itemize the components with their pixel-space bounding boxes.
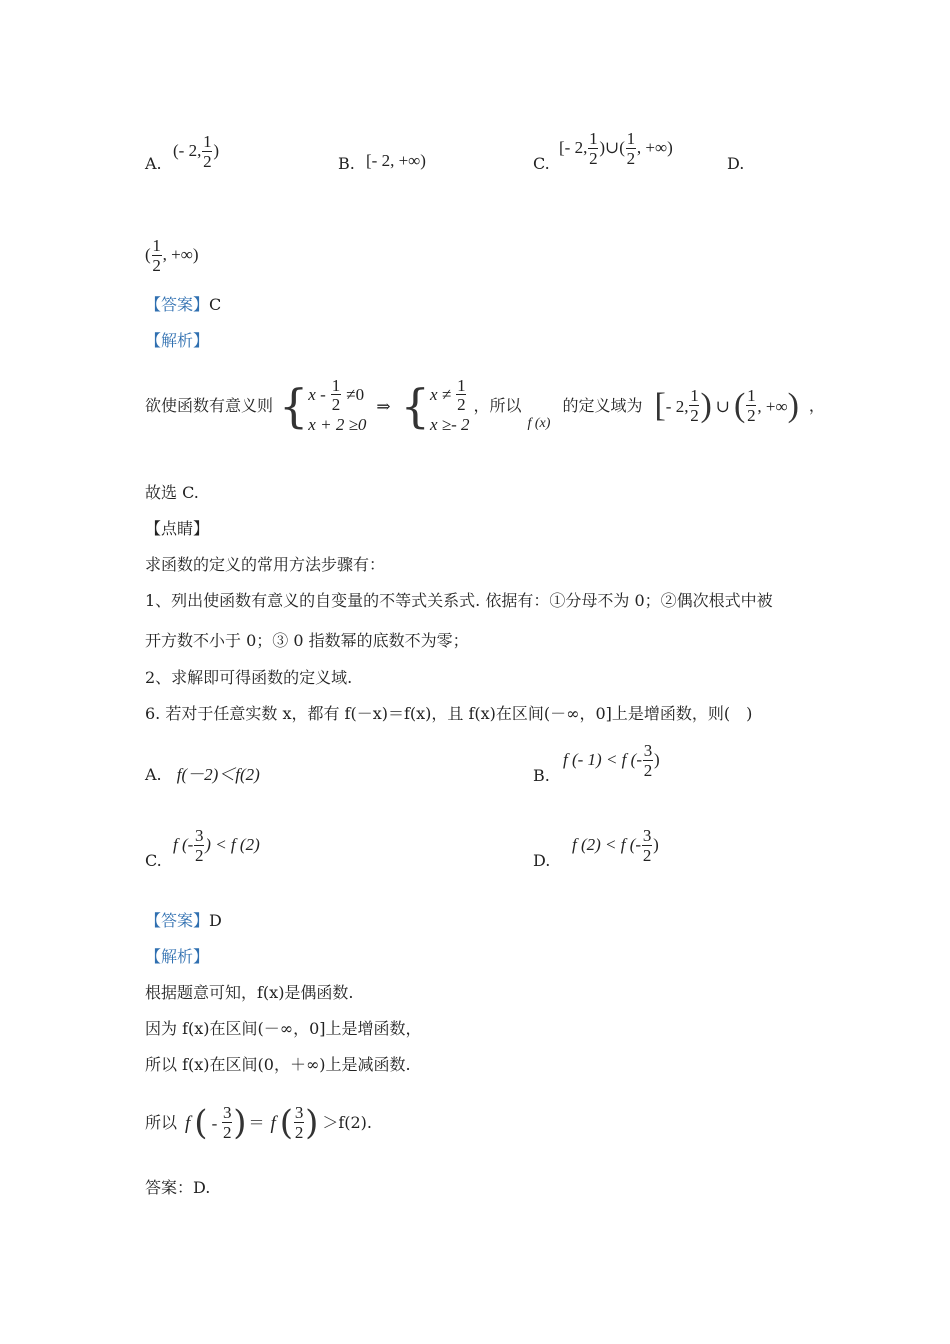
fx-label: f (x) — [527, 416, 551, 431]
q5-analysis-line: 欲使函数有意义则 { x - $\frac{1}{2}$ ≠0 x + 2 ≥0 ⇒ { x ≠ $\frac{1}{2}$ x ≥- 2 ，所以 f (x) 的定义域为 [ - 2, $\frac{1}{2}$ ) ∪ ( $\frac{1}{2}$ , +∞ ) ， — [145, 375, 825, 435]
q6-option-b: B. — [533, 766, 550, 785]
fraction: $\frac{1}{2}$ — [203, 132, 212, 171]
q6-answer — [145, 913, 222, 929]
q6-line4: 所以 f ( - $\frac{3}{2}$ ) ＝ f ( $\frac{3}{2}$ ) ＞f(2). — [145, 1103, 373, 1143]
option-label: D. — [727, 154, 745, 173]
q6-line3: 所以 f(x)在区间(0，＋∞)上是减函数. — [145, 1055, 411, 1074]
answer-tag: 【答案】 — [145, 911, 210, 930]
q6-option-d-math: f (2) < f (- $\frac{3}{2}$ ) — [572, 826, 659, 865]
q5-option-a-math: (- 2, $\frac{1}{2}$ ) — [173, 132, 219, 171]
q6-stem: 6. 若对于任意实数 x，都有 f(－x)＝f(x)，且 f(x)在区间(－∞，0]上是增函数，则( ) — [145, 704, 753, 723]
q6-final: 答案：D. — [145, 1178, 211, 1197]
q5-option-d-math: ( $\frac{1}{2}$ , +∞) — [145, 236, 199, 275]
answer-tag: 【答案】 — [145, 295, 210, 314]
q5-tip-line3: 开方数不小于 0；③ 0 指数幂的底数不为零； — [145, 631, 469, 650]
answer-value: C — [209, 295, 222, 314]
q6-analysis-tag: 【解析】 — [145, 947, 210, 966]
q6-option-a: A. f(－2)＜f(2) — [145, 765, 260, 784]
q5-tip-line2: 1、列出使函数有意义的自变量的不等式关系式. 依据有：①分母不为 0；②偶次根式中被 — [145, 591, 773, 610]
option-label: B. — [338, 154, 355, 173]
implies-symbol: ⇒ — [376, 396, 391, 416]
q5-tip-line1: 求函数的定义的常用方法步骤有： — [145, 555, 386, 574]
q6-line2: 因为 f(x)在区间(－∞，0]上是增函数， — [145, 1019, 422, 1038]
q5-option-c — [533, 156, 550, 172]
q5-option-d — [727, 156, 744, 172]
q5-option-b-math: [- 2, +∞) — [366, 151, 426, 170]
q6-option-c: C. — [145, 851, 162, 870]
q6-line1: 根据题意可知，f(x)是偶函数. — [145, 983, 354, 1002]
q5-tip-line4: 2、求解即可得函数的定义域. — [145, 668, 353, 687]
answer-value: D — [209, 911, 222, 930]
option-label: C. — [533, 154, 550, 173]
inequality-system-2: x ≠ $\frac{1}{2}$ x ≥- 2 — [429, 375, 470, 435]
domain-expression: [ - 2, $\frac{1}{2}$ ) ∪ ( $\frac{1}{2}$ , +∞ ) — [654, 386, 799, 425]
q6-option-b-math: f (- 1) < f (- $\frac{3}{2}$ ) — [563, 741, 660, 780]
option-label: A. — [145, 154, 162, 173]
left-brace: { — [279, 379, 309, 433]
q6-option-c-math: f (- $\frac{3}{2}$ ) < f (2) — [173, 826, 260, 865]
q5-option-a — [145, 140, 162, 172]
inequality-system-1: x - $\frac{1}{2}$ ≠0 x + 2 ≥0 — [308, 375, 367, 435]
q5-answer — [145, 297, 221, 313]
q5-tip-tag: 【点睛】 — [145, 519, 210, 538]
q5-option-b — [338, 156, 355, 172]
q5-analysis-tag: 【解析】 — [145, 331, 210, 350]
q5-choose: 故选 C. — [145, 483, 199, 502]
q6-option-d: D. — [533, 851, 551, 870]
left-brace: { — [400, 379, 430, 433]
q5-option-c-math: [- 2, $\frac{1}{2}$ )∪( $\frac{1}{2}$ , +∞) — [559, 129, 673, 168]
